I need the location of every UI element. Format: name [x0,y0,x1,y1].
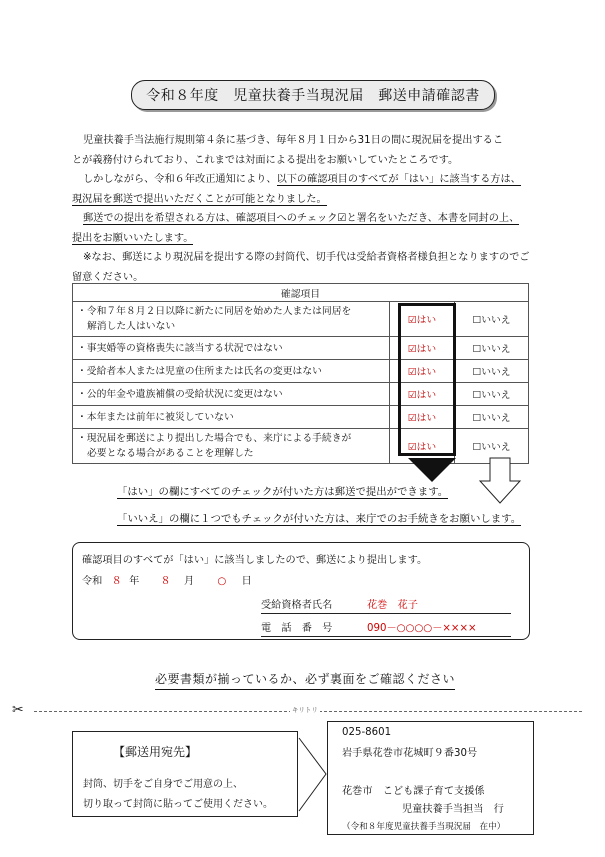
check-item-line: ・令和７年８月２日以降に新たに同居を始めた人または同居を [77,306,352,317]
mailing-label-box [72,731,298,817]
yes-checkbox[interactable]: ☑はい [390,360,455,383]
declaration-statement: 確認項目のすべてが「はい」に該当しましたので、郵送により提出します。 [82,555,428,566]
table-row [73,360,529,383]
date-era: 令和 [82,576,103,587]
date-day[interactable]: ○ [217,576,227,587]
phone-label: 電 話 番 号 [261,623,333,634]
check-item-line: ・現況届を郵送により提出した場合でも、来庁による手続きが [77,433,352,444]
no-checkbox[interactable]: ☐いいえ [455,302,529,337]
intro-p3a-underlined: 郵送での提出を希望される方は、確認項目へのチェック☑と署名をいただき、本書を同封の上、 [83,213,520,224]
check-item [73,429,390,464]
check-item [73,302,390,337]
check-item: ・本年または前年に被災していない [73,406,390,429]
table-row [73,429,529,464]
date-month[interactable]: ８ [160,576,171,587]
name-input[interactable]: 花巻 花子 [367,600,418,611]
cut-label: キリトリ [292,706,318,714]
declaration-date [82,572,252,587]
intro-p1a: 児童扶養手当法施行規則第４条に基づき、毎年８月１日から31日の間に現況届を提出するこ [83,135,504,146]
yes-checkbox[interactable]: ☑はい [390,383,455,406]
declaration-box [72,542,530,640]
yes-notice-text: 「はい」の欄にすべてのチェックが付いた方は郵送で提出ができます。 [117,486,449,498]
arrow-down-filled-icon [408,458,456,482]
no-checkbox[interactable]: ☐いいえ [455,429,529,464]
table-row [73,337,529,360]
name-label: 受給資格者氏名 [261,600,333,611]
date-year[interactable]: ８ [111,576,122,587]
intro-p3a [72,209,534,229]
check-item: ・事実婚等の資格喪失に該当する状況ではない [73,337,390,360]
table-row [73,406,529,429]
address-postal: 025-8601 [342,727,392,738]
date-month-unit: 月 [183,576,195,587]
checklist-header: 確認項目 [73,284,529,302]
phone-input[interactable]: 090－○○○○－×××× [367,623,477,634]
no-checkbox[interactable]: ☐いいえ [455,406,529,429]
phone-field [261,619,511,637]
yes-notice [117,483,448,498]
yes-checkbox[interactable]: ☑はい [390,302,455,337]
name-field [261,596,511,614]
address-line2: 花巻市 こども課子育て支援係 [342,786,485,797]
no-notice [117,510,521,525]
mailing-label-line2: 切り取って封筒に貼ってご使用ください。 [83,799,273,810]
arrow-down-outline-icon [478,457,522,505]
check-item: ・受給者本人または児童の住所または氏名の変更はない [73,360,390,383]
address-line1: 岩手県花巻市花城町９番30号 [342,748,478,759]
date-year-unit: 年 [129,576,140,587]
no-checkbox[interactable]: ☐いいえ [455,337,529,360]
page-title-text: 令和８年度 児童扶養手当現況届 郵送申請確認書 [146,88,480,104]
address-line3: 児童扶養手当担当 行 [402,804,504,815]
intro-p2a [72,170,534,190]
reminder-text: 必要書類が揃っているか、必ず裏面をご確認ください [155,670,455,690]
date-day-unit: 日 [241,576,252,587]
intro-p1b: とが義務付けられており、これまでは対面による提出をお願いしていたところです。 [72,154,459,166]
no-notice-text: 「いいえ」の欄に１つでもチェックが付いた方は、来庁でのお手続きをお願いします。 [117,513,522,525]
check-item-line: 解消した人はいない [87,321,176,332]
checklist-table [72,283,529,464]
intro-p4b: 留意ください。 [72,271,144,283]
yes-checkbox[interactable]: ☑はい [390,406,455,429]
intro-p2b [72,190,534,210]
yes-checkbox[interactable]: ☑はい [390,429,455,464]
intro-p3b [72,229,534,249]
intro-p3b-underlined: 提出をお願いいたします。 [72,232,194,244]
intro-p2a-plain: しかしながら、令和６年改正通知により、 [83,174,277,185]
address-box [327,721,534,835]
table-row [73,302,529,337]
page-title [131,80,495,110]
intro-p4a: ※なお、郵送により現況届を提出する際の封筒代、切手代は受給者資格者様負担となりますのでご [83,252,530,263]
intro-text [72,131,534,287]
no-checkbox[interactable]: ☐いいえ [455,360,529,383]
intro-p2a-underlined: 以下の確認項目のすべてが「はい」に該当する方は、 [276,174,521,185]
check-item: ・公的年金や遺族補償の受給状況に変更はない [73,383,390,406]
check-item-line: 必要となる場合があることを理解した [87,448,254,459]
intro-p2b-underlined: 現況届を郵送で提出いただくことが可能となりました。 [72,193,327,205]
mailing-label-title: 【郵送用宛先】 [113,745,198,759]
bracket-arrow-icon [298,737,328,813]
yes-checkbox[interactable]: ☑はい [390,337,455,360]
checklist-header-row [73,284,529,302]
scissors-icon: ✂ [12,702,24,718]
table-row [73,383,529,406]
mailing-label-line1: 封筒、切手をご自身でご用意の上、 [83,779,243,790]
no-checkbox[interactable]: ☐いいえ [455,383,529,406]
address-line4: （令和８年度児童扶養手当現況届 在中） [342,822,506,832]
